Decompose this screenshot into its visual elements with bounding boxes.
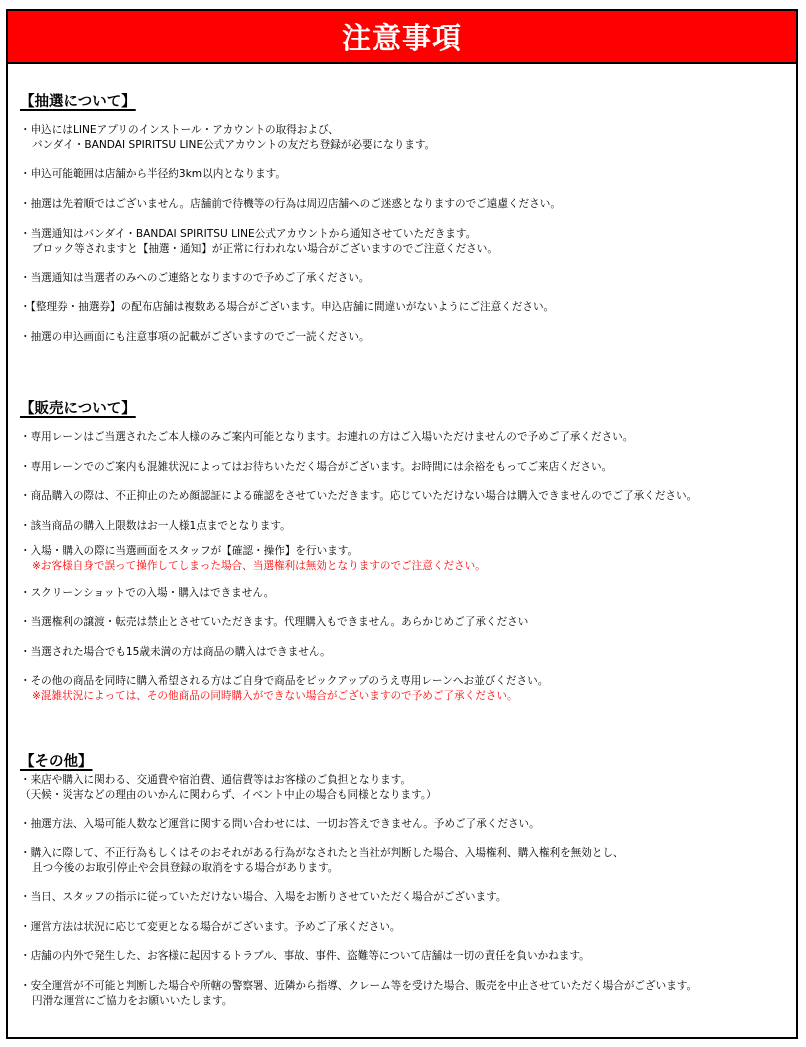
item-text-continued: 且つ今後のお取引停止や会員登録の取消をする場合があります。	[32, 861, 339, 874]
item-text: ・店舗の内外で発生した、お客様に起因するトラブル、事故、事件、盗難等について店舗は一切の責任を負いかねます。	[20, 950, 590, 962]
list-item	[20, 430, 633, 445]
list-item	[20, 979, 697, 1008]
section-title-other: 【その他】	[20, 754, 93, 770]
item-text: ・入場・購入の際に当選画面をスタッフが【確認・操作】を行います。	[20, 545, 359, 557]
list-item	[20, 167, 286, 182]
item-text: ・商品購入の際は、不正抑止のため顔認証による確認をさせていただきます。応じていただけない場合は購入できませんのでご了承ください。	[20, 490, 698, 502]
list-item	[20, 544, 486, 573]
list-item	[20, 949, 590, 964]
list-item	[20, 645, 331, 660]
item-text: ・その他の商品を同時に購入希望される方はご自身で商品をピックアップのうえ専用レーンへお並びください。	[20, 675, 549, 687]
notice-header	[8, 11, 796, 64]
item-text: ・スクリーンショットでの入場・購入はできません。	[20, 587, 275, 599]
section-title-sales: 【販売について】	[20, 401, 136, 417]
list-item	[20, 300, 554, 315]
list-item	[20, 674, 548, 703]
list-item	[20, 817, 540, 832]
item-text: ・当日、スタッフの指示に従っていただけない場合、入場をお断りさせていただく場合がございます。	[20, 891, 507, 903]
item-text: ・専用レーンはご当選されたご本人様のみご案内可能となります。お連れの方はご入場いただけませんので予めご了承ください。	[20, 431, 634, 443]
item-text: ・抽選は先着順ではございません。店舗前で待機等の行為は周辺店舗へのご迷惑となりますのでご遠慮ください。	[20, 198, 561, 210]
list-item	[20, 773, 437, 802]
item-text: ・運営方法は状況に応じて変更となる場合がございます。予めご了承ください。	[20, 921, 401, 933]
item-text: ・申込にはLINEアプリのインストール・アカウントの取得および、	[20, 124, 339, 136]
item-text: ・来店や購入に関わる、交通費や宿泊費、通信費等はお客様のご負担となります。	[20, 774, 412, 786]
item-text: ・抽選方法、入場可能人数など運営に関する問い合わせには、一切お答えできません。予めご了承ください。	[20, 818, 540, 830]
list-item	[20, 123, 435, 152]
list-item	[20, 227, 498, 256]
item-text: ・抽選の申込画面にも注意事項の記載がございますのでご一読ください。	[20, 331, 370, 343]
page-title: 注意事項	[341, 21, 462, 55]
item-text: ・購入に際して、不正行為もしくはそのおそれがある行為がなされたと当社が判断した場合、入場権利、購入権利を無効とし、	[20, 847, 624, 859]
item-text-continued: 円滑な運営にご協力をお願いいたします。	[32, 994, 233, 1007]
list-item	[20, 846, 624, 875]
item-text: ・当選された場合でも15歳未満の方は商品の購入はできません。	[20, 646, 331, 658]
list-item	[20, 615, 528, 630]
item-text-continued: （天候・災害などの理由のいかんに関わらず、イベント中止の場合も同様となります。）	[20, 788, 437, 801]
warning-note: ※混雑状況によっては、その他商品の同時購入ができない場合がございますので予めご了承ください。	[32, 689, 518, 702]
item-text: ・当選通知はバンダイ・BANDAI SPIRITSU LINE公式アカウントから通知させていただきます。	[20, 228, 477, 240]
item-text-continued: バンダイ・BANDAI SPIRITSU LINE公式アカウントの友だち登録が必要になります。	[32, 138, 436, 151]
item-text: ・該当商品の購入上限数はお一人様1点までとなります。	[20, 520, 291, 532]
item-text: ・申込可能範囲は店舗から半径約3km以内となります。	[20, 168, 287, 180]
section-title-lottery: 【抽選について】	[20, 94, 136, 110]
list-item	[20, 460, 612, 475]
list-item	[20, 271, 369, 286]
item-text: ・当選権利の譲渡・転売は禁止とさせていただきます。代理購入もできません。あらかじめご了承ください	[20, 616, 529, 628]
item-text-continued: ブロック等されますと【抽選・通知】が正常に行われない場合がございますのでご注意ください。	[32, 242, 498, 255]
list-item	[20, 519, 291, 534]
item-text: ・専用レーンでのご案内も混雑状況によってはお待ちいただく場合がございます。お時間には余裕をもってご来店ください。	[20, 461, 613, 473]
list-item	[20, 586, 274, 601]
list-item	[20, 197, 561, 212]
list-item	[20, 920, 401, 935]
item-text: ・【整理券・抽選券】の配布店舗は複数ある場合がございます。申込店舗に間違いがないようにご注意ください。	[20, 301, 555, 313]
list-item	[20, 890, 506, 905]
list-item	[20, 330, 370, 345]
list-item	[20, 489, 697, 504]
notice-frame	[6, 9, 798, 1039]
warning-note: ※お客様自身で誤って操作してしまった場合、当選権利は無効となりますのでご注意ください。	[32, 559, 486, 572]
item-text: ・当選通知は当選者のみへのご連絡となりますので予めご了承ください。	[20, 272, 370, 284]
item-text: ・安全運営が不可能と判断した場合や所轄の警察署、近隣から指導、クレーム等を受けた場合、販売を中止させていただく場合がございます。	[20, 980, 698, 992]
